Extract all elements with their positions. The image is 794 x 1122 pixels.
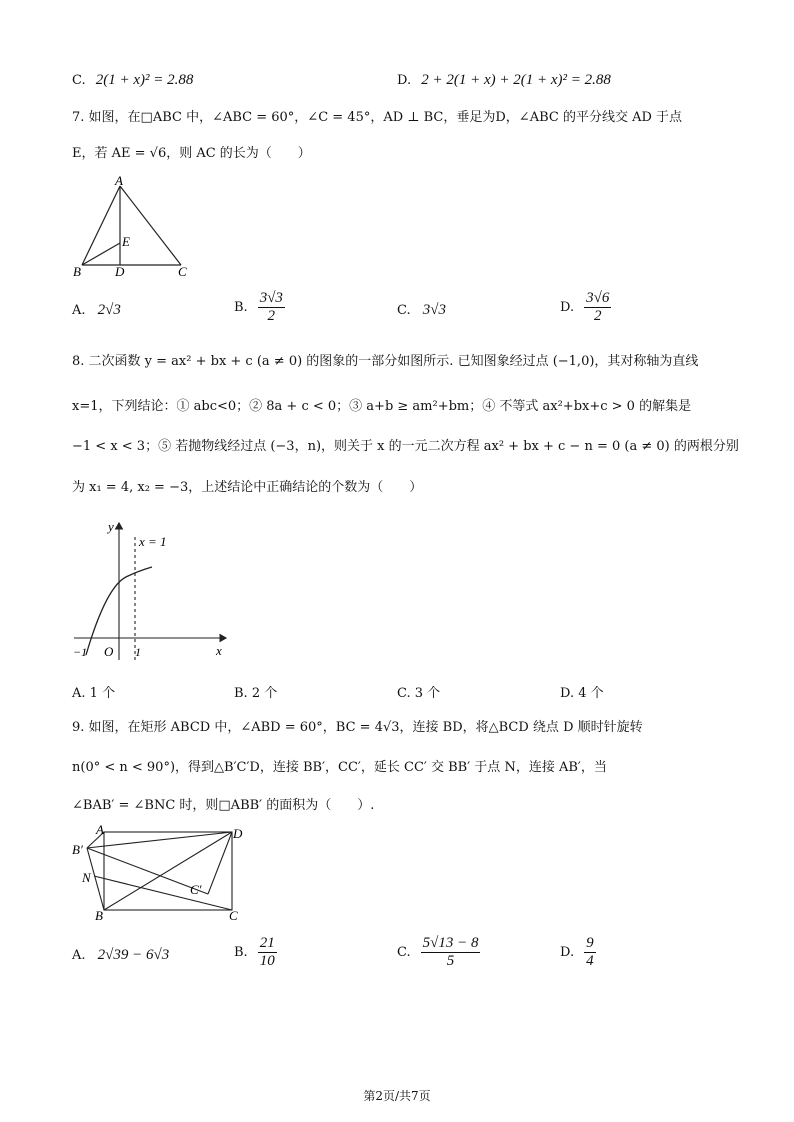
q8-line-4: 为 x₁ = 4, x₂ = −3，上述结论中正确结论的个数为（ ）: [72, 480, 423, 495]
x-axis-label: x: [216, 643, 222, 658]
option-letter: B.: [234, 300, 248, 315]
option-expr: 2√3: [97, 302, 121, 318]
fraction: [258, 935, 277, 970]
q9-figure: [68, 822, 258, 926]
option-text: 1 个: [89, 686, 116, 701]
q9-option-a: [72, 947, 169, 964]
option-letter: B.: [234, 686, 248, 701]
option-letter: B.: [234, 945, 248, 960]
page-number: 第2页/共7页: [363, 1089, 431, 1103]
q9-option-c: [397, 935, 480, 970]
denominator: 4: [586, 953, 594, 969]
q9-line-1: 9. 如图，在矩形 ABCD 中，∠ABD = 60°，BC = 4√3，连接 BD，将△BCD 绕点 D 顺时针旋转: [72, 720, 643, 735]
fraction: [584, 935, 596, 970]
label-c-prime: C′: [190, 882, 202, 897]
fraction: [258, 290, 285, 325]
q8-figure: [66, 515, 236, 665]
option-text: 4 个: [578, 686, 604, 701]
q7-line-1: 7. 如图，在□ABC 中，∠ABC = 60°，∠C = 45°，AD ⊥ BC，垂足为D，∠ABC 的平分线交 AD 于点: [72, 110, 683, 125]
label-b: B: [73, 264, 81, 279]
option-letter: D.: [560, 300, 575, 315]
q9-option-d: [560, 935, 596, 970]
numerator: 9: [586, 935, 594, 951]
option-expr: 2(1 + x)² = 2.88: [95, 72, 194, 88]
option-letter: D.: [560, 686, 575, 701]
denominator: 10: [259, 953, 275, 969]
label-b: B: [95, 908, 103, 923]
edge-ac: [120, 186, 181, 265]
q8-line-2: x=1，下列结论：① abc<0；② 8a + c < 0；③ a+b ≥ am²+bm；④ 不等式 ax²+bx+c > 0 的解集是: [72, 399, 692, 414]
label-c: C: [178, 264, 187, 279]
option-letter: A.: [72, 948, 86, 963]
q7-option-b: [234, 290, 285, 325]
q7-figure: [70, 172, 200, 280]
label-a: A: [96, 822, 104, 837]
option-expr: 2√39 − 6√3: [97, 947, 170, 963]
q9-line-2: n(0° < n < 90°)，得到△B′C′D，连接 BB′，CC′，延长 CC′ 交 BB′ 于点 N，连接 AB′，当: [72, 760, 607, 775]
option-letter: C.: [397, 686, 411, 701]
prev-option-c: [72, 72, 193, 89]
q9-line-3: ∠BAB′ = ∠BNC 时，则□ABB′ 的面积为（ ）.: [72, 798, 375, 813]
tick-one: 1: [135, 645, 141, 659]
option-letter: C.: [397, 303, 411, 318]
option-letter: A.: [72, 303, 86, 318]
numerator: 21: [259, 935, 275, 951]
option-expr: 3√3: [422, 302, 446, 318]
option-text: 2 个: [251, 686, 278, 701]
denominator: 5: [446, 953, 455, 969]
denominator: 2: [593, 308, 602, 324]
q7-line-2: E，若 AE = √6，则 AC 的长为（ ）: [72, 146, 311, 161]
label-a: A: [115, 173, 123, 188]
q8-option-a: [72, 682, 115, 701]
label-b-prime: B′: [72, 842, 83, 857]
label-c: C: [229, 908, 238, 923]
q7-option-d: [560, 290, 611, 325]
option-text: 3 个: [414, 686, 441, 701]
fraction: [584, 290, 611, 325]
option-letter: A.: [72, 686, 86, 701]
q8-option-c: [397, 682, 440, 701]
q8-option-d: [560, 682, 604, 701]
label-d: D: [233, 826, 243, 841]
prev-option-d: [397, 72, 611, 89]
q7-option-c: [397, 302, 446, 319]
seg-c1d: [208, 832, 232, 894]
numerator: 5√13 − 8: [422, 935, 479, 951]
fraction: [421, 935, 481, 970]
y-axis-label: y: [108, 519, 114, 534]
option-letter: D.: [397, 73, 412, 88]
label-e: E: [122, 234, 130, 249]
q7-option-a: [72, 302, 121, 319]
tick-neg-one: −1: [73, 645, 88, 659]
numerator: 3√3: [259, 290, 283, 306]
option-letter: C.: [72, 73, 86, 88]
option-letter: D.: [560, 945, 575, 960]
q9-option-b: [234, 935, 277, 970]
origin-label: O: [104, 644, 114, 659]
option-expr: 2 + 2(1 + x) + 2(1 + x)² = 2.88: [421, 72, 611, 88]
label-d: D: [115, 264, 125, 279]
q8-option-b: [234, 682, 277, 701]
seg-cn: [94, 876, 232, 910]
numerator: 3√6: [586, 290, 610, 306]
label-n: N: [82, 870, 91, 885]
symmetry-label: x = 1: [139, 534, 167, 549]
q8-line-3: −1 < x < 3；⑤ 若抛物线经过点 (−3，n)，则关于 x 的一元二次方程 ax² + bx + c − n = 0 (a ≠ 0) 的两根分别: [72, 439, 739, 454]
option-letter: C.: [397, 945, 411, 960]
q8-line-1: 8. 二次函数 y = ax² + bx + c (a ≠ 0) 的图象的一部分如图所示. 已知图象经过点 (−1,0)，其对称轴为直线: [72, 354, 699, 369]
denominator: 2: [267, 308, 276, 324]
edge-ab: [82, 186, 120, 265]
